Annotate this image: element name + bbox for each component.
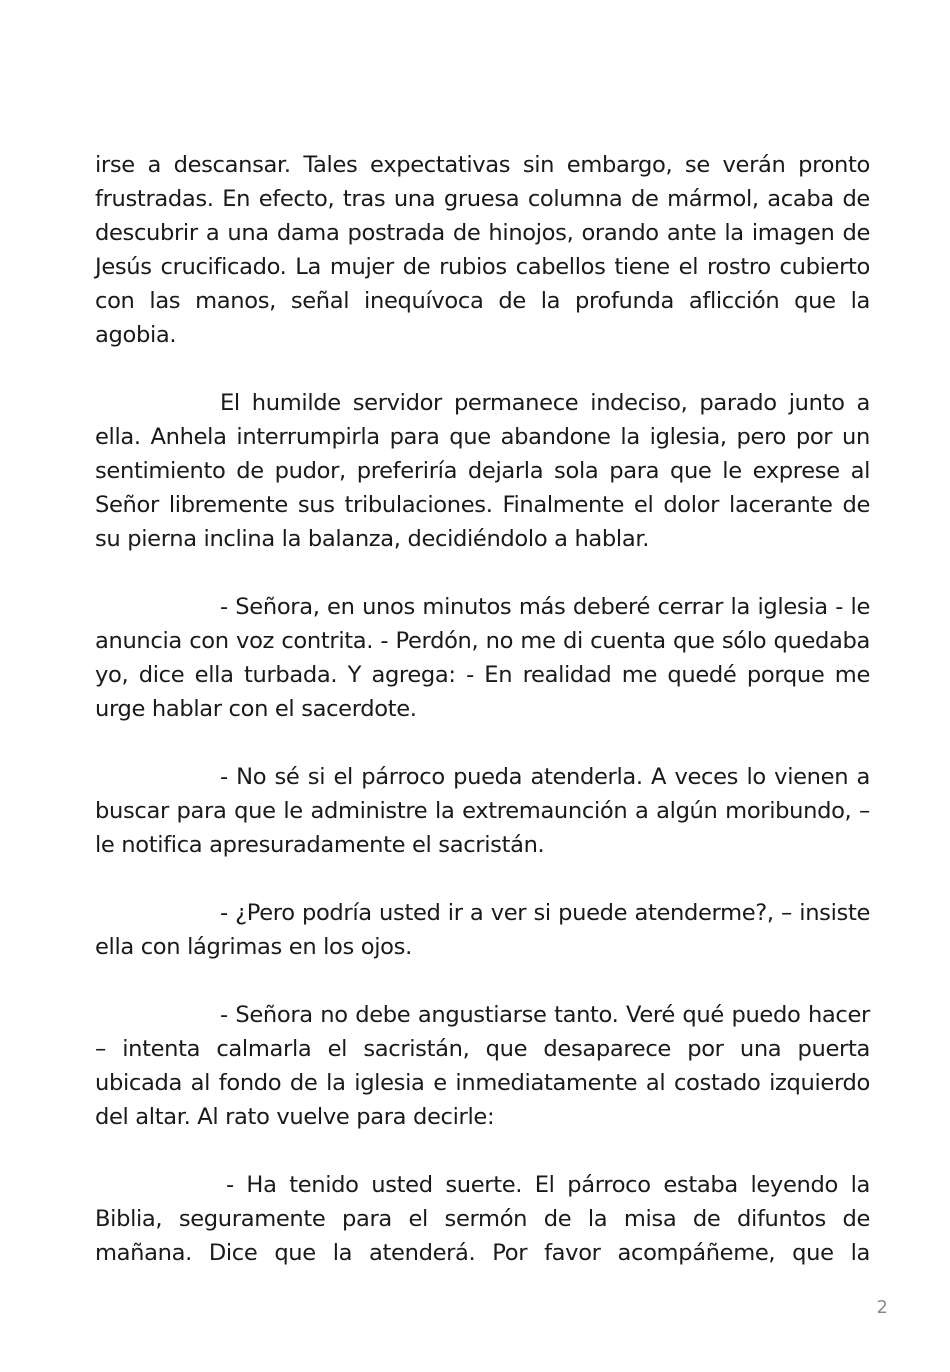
page-number: 2 [876, 1297, 888, 1318]
paragraph-4: - No sé si el párroco pueda atenderla. A veces lo vienen a buscar para que le administre la extremaunción a algún moribundo, – le notifica apresuradamente el sacristán. [95, 764, 870, 858]
paragraph-2: El humilde servidor permanece indeciso, parado junto a ella. Anhela interrumpirla para que abandone la iglesia, pero por un sentimiento de pudor, preferiría dejarla sola para que le exprese al Señor libremente sus tribulaciones. Finalmente el dolor lacerante de su pierna inclina la balanza, decidiéndolo a hablar. [95, 390, 870, 552]
paragraph-7: - Ha tenido usted suerte. El párroco estaba leyendo la Biblia, seguramente para el sermón de la misa de difuntos de mañana. Dice que la atenderá. Por favor acompáñeme, que la [95, 1172, 870, 1266]
paragraph-3: - Señora, en unos minutos más deberé cerrar la iglesia - le anuncia con voz contrita. - Perdón, no me di cuenta que sólo quedaba yo, dice ella turbada. Y agrega: - En realidad me quedé porque me urge hablar con el sacerdote. [95, 594, 870, 722]
paragraph-6: - Señora no debe angustiarse tanto. Veré qué puedo hacer – intenta calmarla el sacristán, que desaparece por una puerta ubicada al fondo de la iglesia e inmediatamente al costado izquierdo del altar. Al rato vuelve para decirle: [95, 1002, 870, 1130]
paragraph-5: - ¿Pero podría usted ir a ver si puede atenderme?, – insiste ella con lágrimas en los ojos. [95, 900, 870, 960]
paragraph-1: irse a descansar. Tales expectativas sin embargo, se verán pronto frustradas. En efecto, tras una gruesa columna de mármol, acaba de descubrir a una dama postrada de hinojos, orando ante la imagen de Jesús crucificado. La mujer de rubios cabellos tiene el rostro cubierto con las manos, señal inequívoca de la profunda aflicción que la agobia. [95, 152, 870, 348]
page-body [95, 148, 870, 1270]
